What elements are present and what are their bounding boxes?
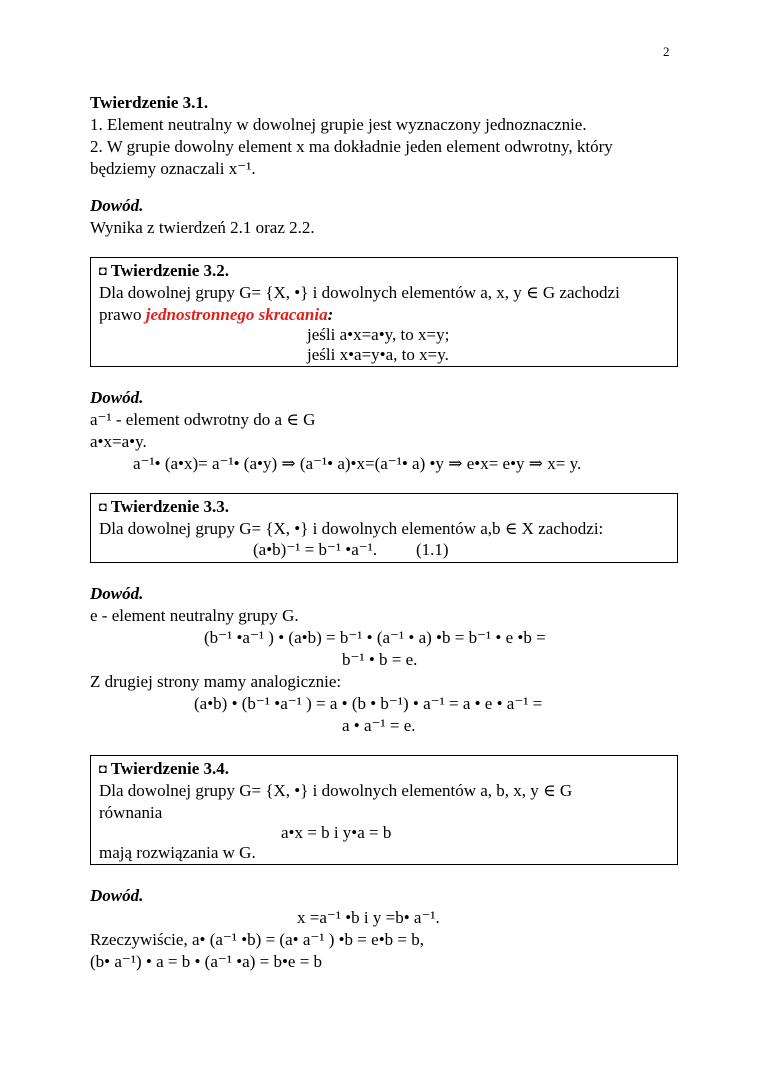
- proof-2-line-2: a•x=a•y.: [90, 432, 147, 451]
- theorem-3-4-line-2: równania: [99, 803, 163, 822]
- proof-3-line-2: (b⁻¹ •a⁻¹ ) • (a•b) = b⁻¹ • (a⁻¹ • a) •b = b⁻¹ • e •b =: [204, 628, 546, 647]
- theorem-3-4-line-4: mają rozwiązania w G.: [99, 843, 256, 862]
- proof-4-line-1: x =a⁻¹ •b i y =b• a⁻¹.: [297, 908, 440, 927]
- proof-4-line-2: Rzeczywiście, a• (a⁻¹ •b) = (a• a⁻¹ ) •b = e•b = b,: [90, 930, 424, 949]
- proof-3-heading: Dowód.: [90, 584, 144, 603]
- square-bullet-icon: ◘: [99, 761, 107, 776]
- square-bullet-icon: ◘: [99, 499, 107, 514]
- proof-2-heading: Dowód.: [90, 388, 144, 407]
- theorem-3-3-box: [90, 493, 678, 563]
- proof-3-line-3: b⁻¹ • b = e.: [342, 650, 418, 669]
- proof-3-line-6: a • a⁻¹ = e.: [342, 716, 416, 735]
- theorem-3-2-box: [90, 257, 678, 367]
- theorem-3-3-title-line: [99, 496, 229, 519]
- proof-3-line-5: (a•b) • (b⁻¹ •a⁻¹ ) = a • (b • b⁻¹) • a⁻¹ = a • e • a⁻¹ =: [194, 694, 543, 713]
- theorem-3-2-colon: :: [327, 305, 334, 324]
- theorem-3-2-title: Twierdzenie 3.2.: [110, 261, 229, 280]
- theorem-3-2-line-2: [99, 304, 333, 326]
- theorem-3-4-title: Twierdzenie 3.4.: [110, 759, 229, 778]
- equation-number: (1.1): [416, 540, 449, 559]
- theorem-3-2-title-line: [99, 260, 229, 283]
- theorem-3-3-line-1: Dla dowolnej grupy G= {X, •} i dowolnych elementów a,b ∈ X zachodzi:: [99, 519, 604, 538]
- proof-3-line-4: Z drugiej strony mamy analogicznie:: [90, 672, 342, 691]
- theorem-3-4-equation: a•x = b i y•a = b: [281, 823, 392, 842]
- theorem-3-4-box: [90, 755, 678, 865]
- theorem-3-2-line-2-prefix: prawo: [99, 305, 142, 324]
- theorem-3-1-point-2-line-2: będziemy oznaczali x⁻¹.: [90, 159, 256, 178]
- theorem-3-2-equation-2: jeśli x•a=y•a, to x=y.: [307, 345, 449, 364]
- theorem-3-4-title-line: [99, 758, 229, 781]
- unilateral-cancellation-term: jednostronnego skracania: [145, 305, 328, 324]
- proof-3-line-1: e - element neutralny grupy G.: [90, 606, 299, 625]
- proof-2-line-3: a⁻¹• (a•x)= a⁻¹• (a•y) ⇒ (a⁻¹• a)•x=(a⁻¹• a) •y ⇒ e•x= e•y ⇒ x= y.: [133, 454, 582, 473]
- page-number: 2: [663, 44, 670, 59]
- theorem-3-1-title: Twierdzenie 3.1.: [90, 93, 209, 112]
- theorem-3-4-line-1: Dla dowolnej grupy G= {X, •} i dowolnych elementów a, b, x, y ∈ G: [99, 781, 573, 800]
- proof-1-text: Wynika z twierdzeń 2.1 oraz 2.2.: [90, 218, 315, 237]
- theorem-3-1-point-1: 1. Element neutralny w dowolnej grupie jest wyznaczony jednoznacznie.: [90, 115, 587, 134]
- theorem-3-3-title: Twierdzenie 3.3.: [110, 497, 229, 516]
- theorem-3-2-equation-1: jeśli a•x=a•y, to x=y;: [307, 325, 450, 344]
- proof-1-heading: Dowód.: [90, 196, 144, 215]
- theorem-3-1-point-2-line-1: [90, 136, 670, 158]
- square-bullet-icon: ◘: [99, 263, 107, 278]
- theorem-3-2-line-1: Dla dowolnej grupy G= {X, •} i dowolnych elementów a, x, y ∈ G zachodzi: [99, 283, 620, 302]
- theorem-3-1-point-2-line-1-text: 2. W grupie dowolny element x ma dokładnie jeden element odwrotny, który: [90, 137, 613, 156]
- theorem-3-3-equation: (a•b)⁻¹ = b⁻¹ •a⁻¹.: [253, 540, 378, 559]
- proof-2-line-1: a⁻¹ - element odwrotny do a ∈ G: [90, 410, 316, 429]
- proof-4-heading: Dowód.: [90, 886, 144, 905]
- proof-4-line-3: (b• a⁻¹) • a = b • (a⁻¹ •a) = b•e = b: [90, 952, 323, 971]
